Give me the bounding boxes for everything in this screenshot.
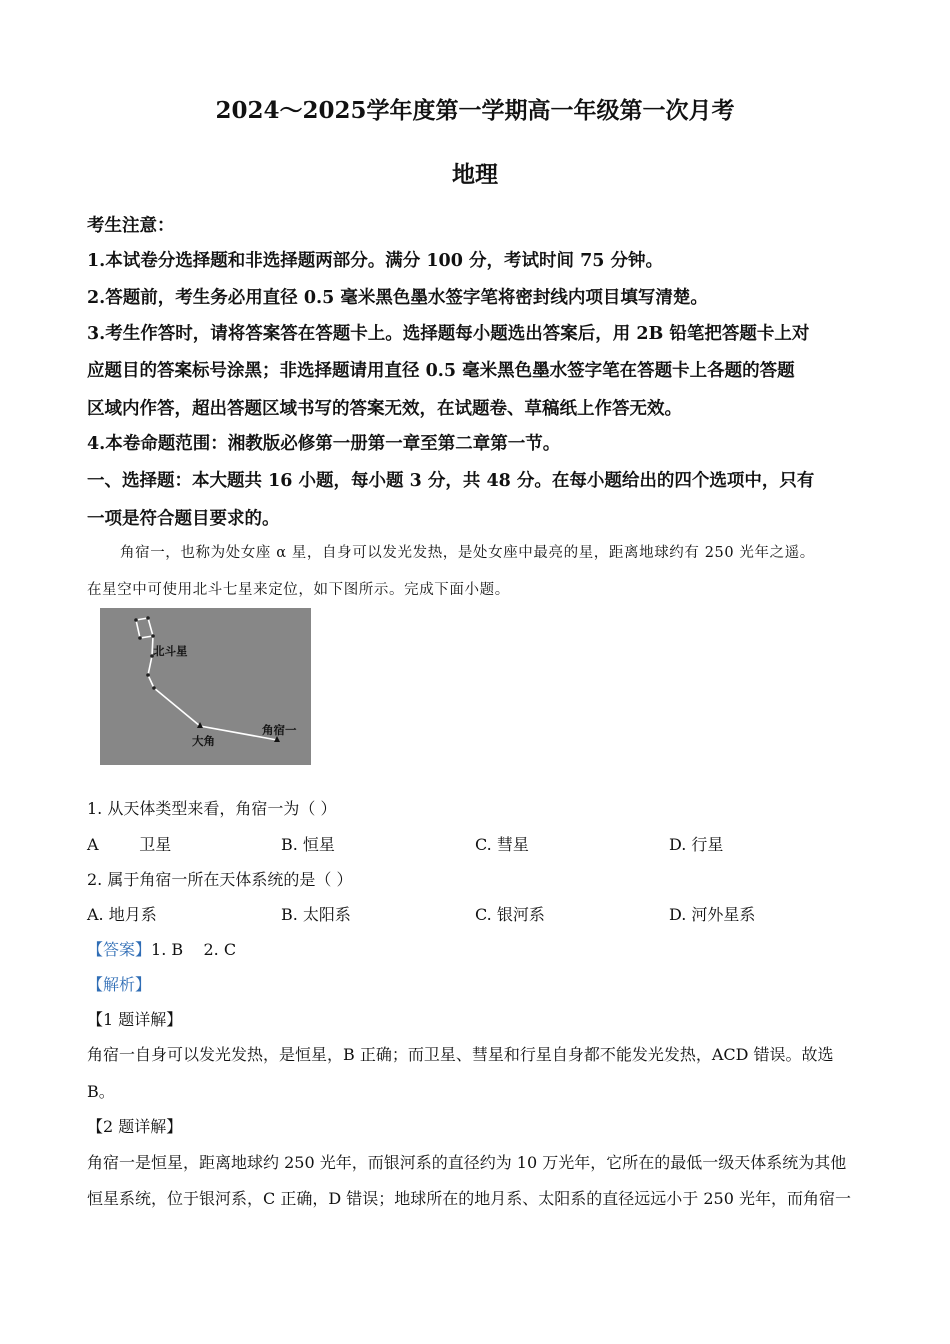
notice-line: 1.本试卷分选择题和非选择题两部分。满分 100 分，考试时间 75 分钟。: [87, 251, 664, 271]
star-marker: [146, 673, 150, 677]
label-dajiao: 大角: [192, 734, 215, 748]
passage-line: 在星空中可使用北斗七星来定位，如下图所示。完成下面小题。: [87, 582, 510, 598]
q2-detail-line: 角宿一是恒星，距离地球约 250 光年，而银河系的直径约为 10 万光年，它所在的最低一级天体系统为其他: [87, 1153, 847, 1172]
q2-option-c: C. 银河系: [475, 905, 545, 924]
star-marker: [138, 636, 142, 640]
question-stem-1: 1. 从天体类型来看，角宿一为（ ）: [87, 799, 337, 818]
section-heading: 一项是符合题目要求的。: [87, 509, 280, 529]
notice-line: 应题目的答案标号涂黑；非选择题请用直径 0.5 毫米黑色墨水签字笔在答题卡上各题的答题: [87, 361, 795, 381]
notice-line: 3.考生作答时，请将答案答在答题卡上。选择题每小题选出答案后，用 2B 铅笔把答题卡上对: [87, 324, 810, 344]
answer-text: 1. B 2. C: [151, 940, 237, 959]
label-jiaosu: 角宿一: [262, 723, 297, 737]
q1-option-a: A 卫星: [87, 835, 172, 854]
notice-line: 4.本卷命题范围：湘教版必修第一册第一章至第二章第一节。: [87, 434, 561, 454]
notice-line: 2.答题前，考生务必用直径 0.5 毫米黑色墨水签字笔将密封线内项目填写清楚。: [87, 288, 708, 308]
star-marker: [152, 686, 156, 690]
q1-detail-line: B。: [87, 1082, 115, 1101]
notice-heading: 考生注意：: [87, 216, 175, 236]
star-map-svg: [100, 608, 311, 765]
label-beidou: 北斗星: [153, 644, 188, 658]
q2-detail-heading: 【2 题详解】: [87, 1117, 183, 1136]
section-heading: 一、选择题：本大题共 16 小题，每小题 3 分，共 48 分。在每小题给出的四个选项中，只有: [87, 471, 815, 491]
exam-title: 2024～2025学年度第一学期高一年级第一次月考: [215, 97, 735, 124]
notice-line: 区域内作答，超出答题区域书写的答案无效，在试题卷、草稿纸上作答无效。: [87, 399, 682, 419]
star-marker: [134, 618, 138, 622]
answer-tag: 【答案】: [87, 940, 152, 959]
answer-line: [87, 937, 236, 960]
star-marker: [146, 616, 150, 620]
passage-line: 角宿一，也称为处女座 α 星，自身可以发光发热，是处女座中最亮的星，距离地球约有 250 光年之遥。: [120, 545, 815, 561]
subject-title: 地理: [452, 161, 498, 188]
q2-option-a: A. 地月系: [87, 905, 157, 924]
q2-option-d: D. 河外星系: [669, 905, 756, 924]
constellation-lines: [136, 618, 277, 740]
q1-option-c: C. 彗星: [475, 835, 529, 854]
q1-option-b: B. 恒星: [281, 835, 335, 854]
q1-detail-heading: 【1 题详解】: [87, 1010, 183, 1029]
star-marker: [151, 634, 155, 638]
q1-detail-line: 角宿一自身可以发光发热，是恒星，B 正确；而卫星、彗星和行星自身都不能发光发热，ACD 错误。故选: [87, 1045, 834, 1064]
star-map-figure: [100, 608, 311, 765]
q2-option-b: B. 太阳系: [281, 905, 351, 924]
q2-detail-line: 恒星系统，位于银河系，C 正确，D 错误；地球所在的地月系、太阳系的直径远远小于 250 光年，而角宿一: [87, 1189, 851, 1208]
question-stem-2: 2. 属于角宿一所在天体系统的是（ ）: [87, 870, 353, 889]
analysis-tag: 【解析】: [87, 975, 152, 994]
q1-option-d: D. 行星: [669, 835, 724, 854]
